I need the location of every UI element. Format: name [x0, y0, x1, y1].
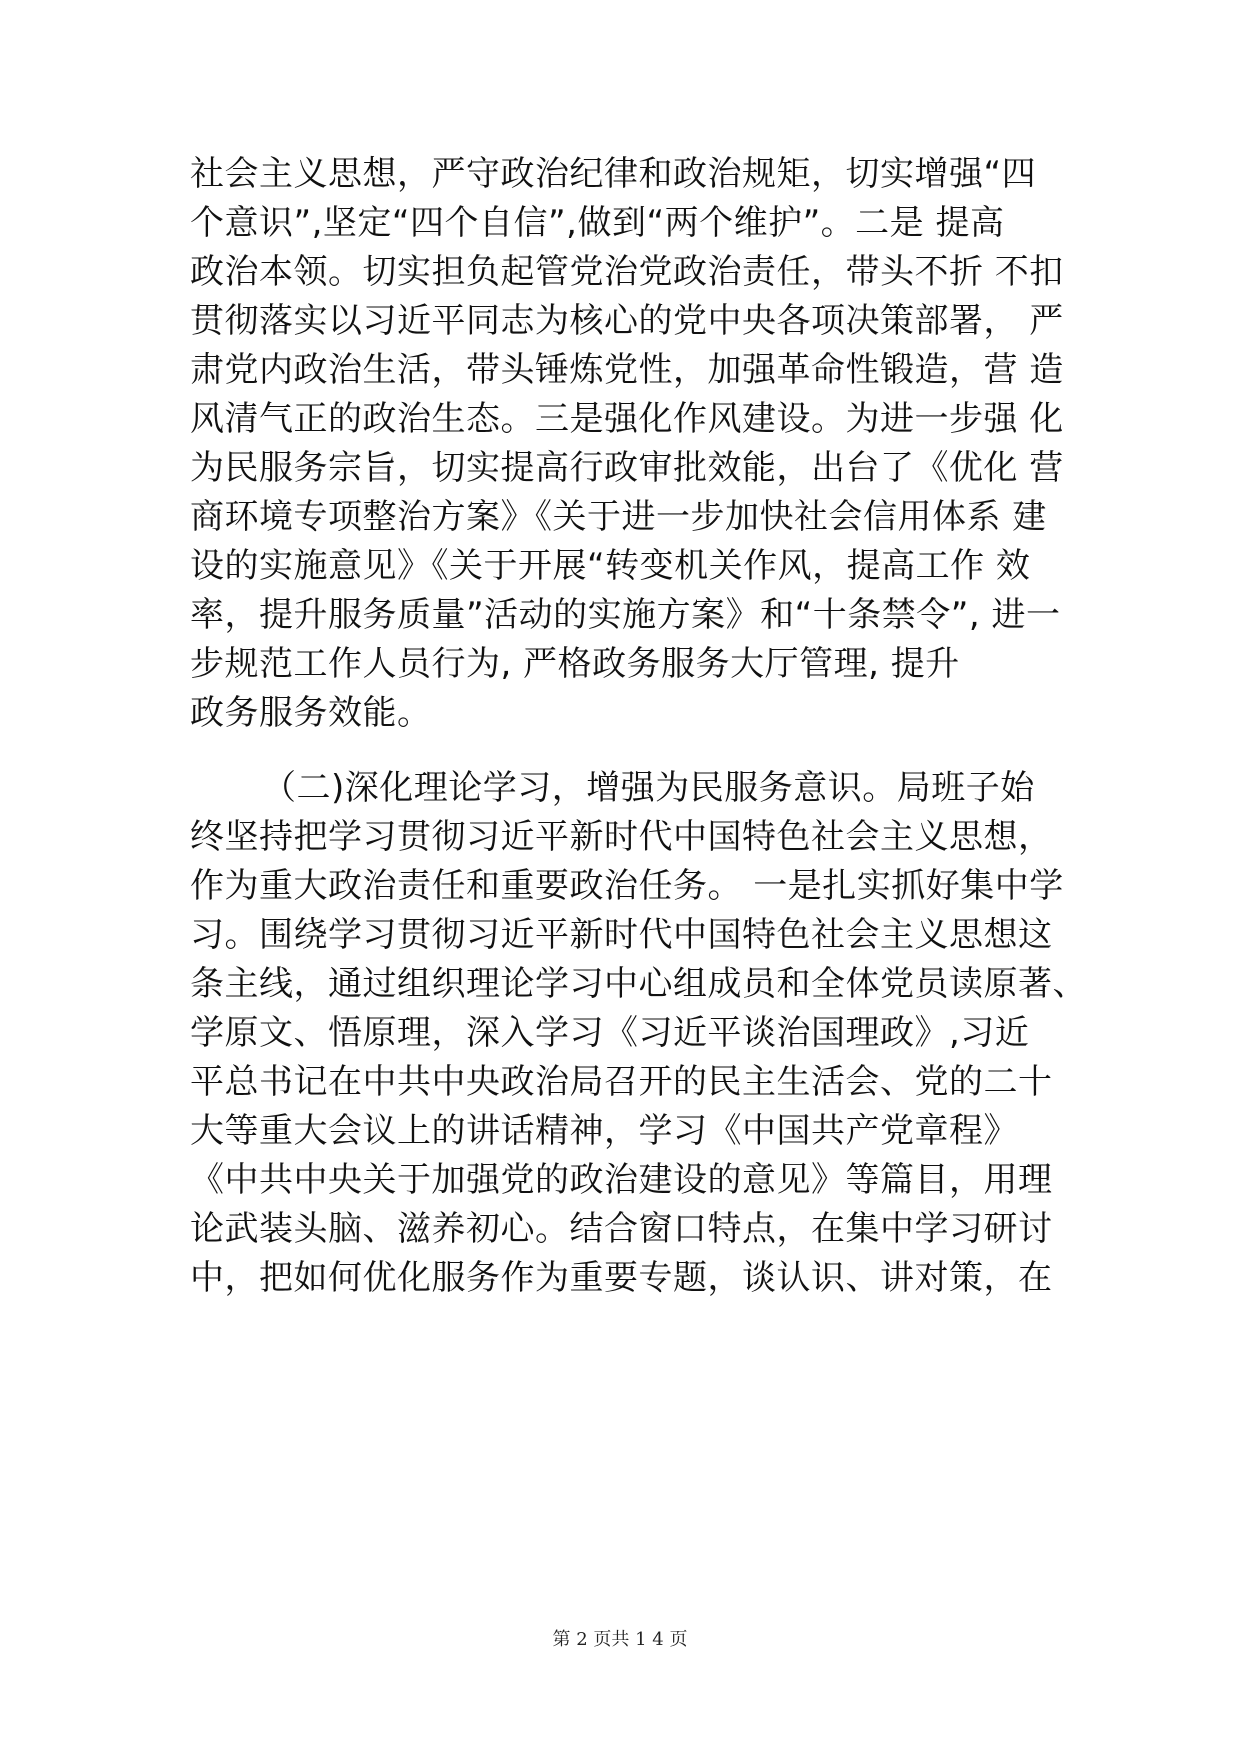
text-line: 大等重大会议上的讲话精神，学习《中国共产党章程》 [190, 1111, 1018, 1151]
text-line: 学原文、悟原理，深入学习《习近平谈治国理政》,习近 [190, 1013, 1030, 1053]
text-line: 中，把如何优化服务作为重要专题，谈认识、讲对策，在 [190, 1258, 1053, 1298]
text-line: 终坚持把学习贯彻习近平新时代中国特色社会主义思想， [190, 817, 1053, 857]
text-line: 条主线，通过组织理论学习中心组成员和全体党员读原著、 [190, 964, 1087, 1004]
section-heading-line: （二)深化理论学习，增强为民服务意识。局班子始 [262, 768, 1035, 808]
page-number: 第 2 页共 1 4 页 [552, 1629, 688, 1650]
text-line: 平总书记在中共中央政治局召开的民主生活会、党的二十 [190, 1062, 1053, 1102]
text-line: 社会主义思想，严守政治纪律和政治规矩，切实增强“四 [190, 154, 1037, 194]
text-line: 贯彻落实以习近平同志为核心的党中央各项决策部署， 严 [190, 301, 1064, 341]
text-line: 为民服务宗旨，切实提高行政审批效能，出台了《优化 营 [190, 448, 1064, 488]
text-line: 政务服务效能。 [190, 693, 432, 733]
text-line: 作为重大政治责任和重要政治任务。 一是扎实抓好集中学 [190, 866, 1064, 906]
text-line: 论武装头脑、滋养初心。结合窗口特点，在集中学习研讨 [190, 1209, 1053, 1249]
text-line: 肃党内政治生活，带头锤炼党性，加强革命性锻造，营 造 [190, 350, 1064, 390]
text-line: 风清气正的政治生态。三是强化作风建设。为进一步强 化 [190, 399, 1064, 439]
text-line: 商环境专项整治方案》《关于进一步加快社会信用体系 建 [190, 497, 1047, 537]
text-line: 政治本领。切实担负起管党治党政治责任，带头不折 不扣 [190, 252, 1064, 292]
text-line: 个意识”,坚定“四个自信”,做到“两个维护”。二是 提高 [190, 203, 1005, 243]
text-line: 步规范工作人员行为, 严格政务服务大厅管理, 提升 [190, 644, 960, 684]
text-line: 设的实施意见》《关于开展“转变机关作风，提高工作 效 [190, 546, 1031, 586]
text-line: 《中共中央关于加强党的政治建设的意见》等篇目，用理 [190, 1160, 1053, 1200]
text-line: 习。围绕学习贯彻习近平新时代中国特色社会主义思想这 [190, 915, 1053, 955]
text-line: 率，提升服务质量”活动的实施方案》和“十条禁令”, 进一 [190, 595, 1061, 635]
